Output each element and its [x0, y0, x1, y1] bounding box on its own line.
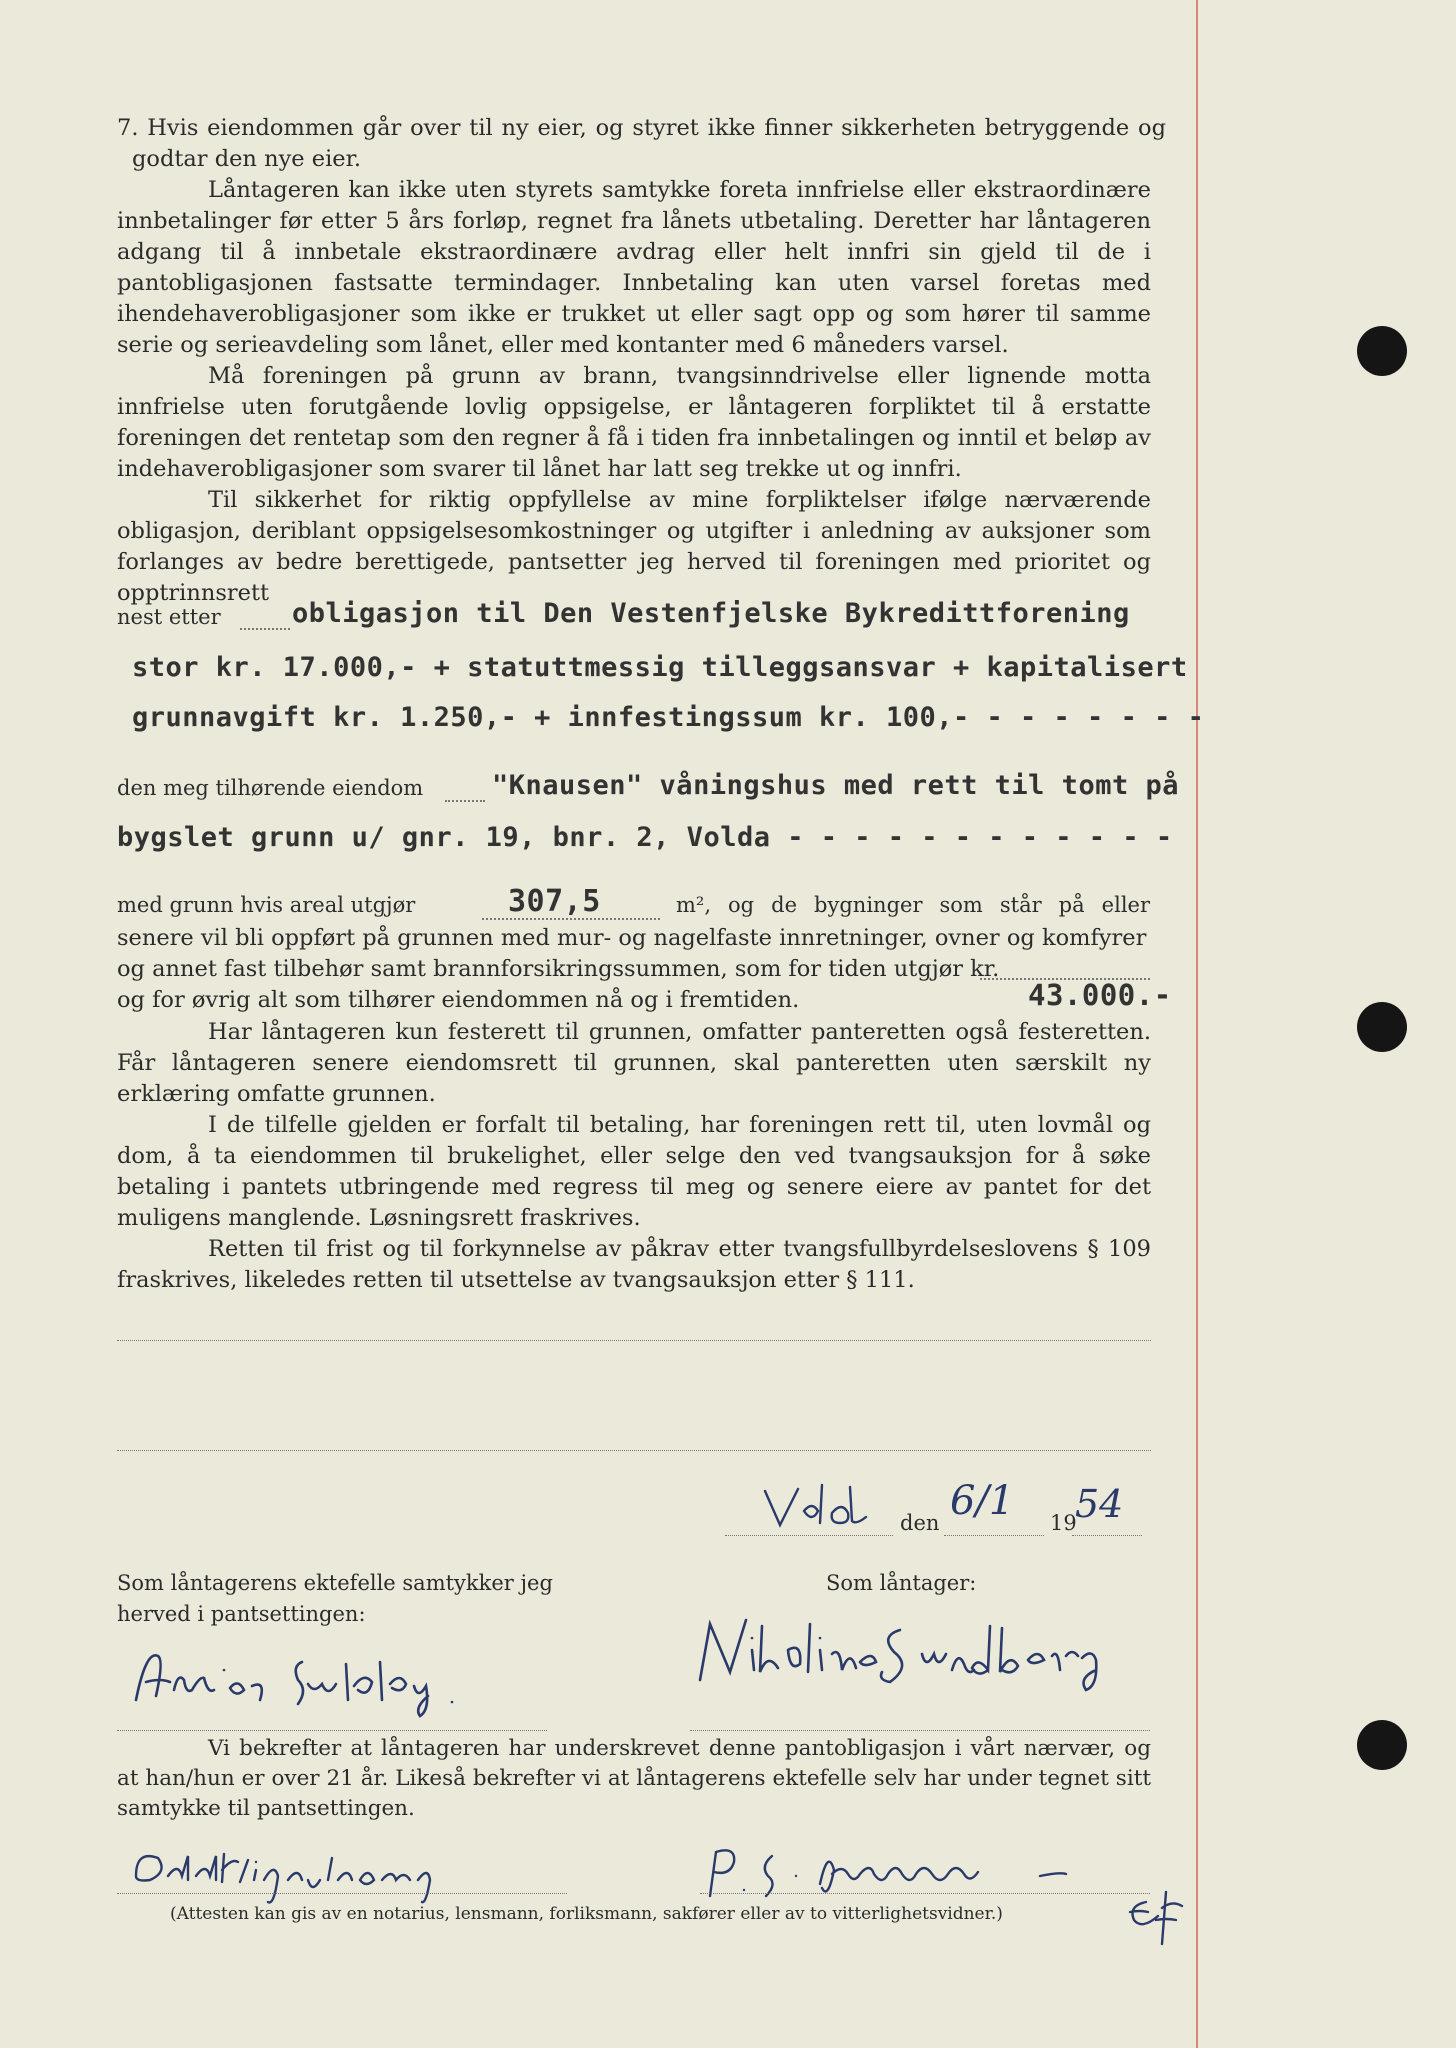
signature-line	[690, 1730, 1150, 1731]
clause-frist: Retten til frist og til forkynnelse av påkrav etter tvangsfullbyrdelseslovens § 109 fraskrives, likeledes retten til utsettelse av tvangsauksjon etter § 111.	[117, 1236, 1151, 1293]
spouse-consent-line-2: herved i pantsettingen:	[117, 1602, 366, 1626]
signature-line	[700, 1893, 1150, 1894]
borrower-label: Som låntager:	[826, 1571, 977, 1595]
clause-forfalt: I de tilfelle gjelden er forfalt til betaling, har foreningen rett til, uten lovmål og dom, å ta eiendommen til brukelighet, eller selge den ved tvangsauksjon for å søke betaling i pantets utbringende med regress til meg og senere eiere av pantet for det muligens manglende. Løsningsrett fraskrives.	[117, 1112, 1151, 1231]
fill-line	[240, 628, 290, 630]
initials-handwritten	[1126, 1888, 1196, 1952]
attestation-note: (Attesten kan gis av en notarius, lensmann, forliksmann, sakfører eller av to vitterlighetsvidner.)	[170, 1904, 1003, 1924]
line-fremtiden: og for øvrig alt som tilhører eiendommen nå og i fremtiden.	[117, 987, 800, 1013]
line-mur: senere vil bli oppført på grunnen med mur- og nagelfaste innretninger, ovner og komfyrer	[117, 925, 1147, 951]
date-fill-line	[1072, 1535, 1142, 1536]
priority-line-2: stor kr. 17.000,- + statuttmessig tilleggsansvar + kapitalisert	[132, 652, 1188, 683]
areal-prefix: med grunn hvis areal utgjør	[117, 893, 416, 917]
clause-innbetaling: Låntageren kan ikke uten styrets samtykke foreta innfrielse eller ekstraordinære innbetalinger før etter 5 års forløp, regnet fra lånets utbetaling. Deretter har låntageren adgang til å innbetale ekstraordinære avdrag eller helt innfri sin gjeld til de i pantobligasjonen fastsatte termindager. Innbetaling kan uten varsel foretas med ihendehaverobligasjoner som ikke er trukket ut eller sagt opp og som hører til samme serie og serieavdeling som lånet, eller med kontanter med 6 måneders varsel.	[117, 177, 1151, 358]
witness-2-signature	[700, 1836, 1120, 1910]
punch-hole	[1357, 1002, 1407, 1052]
clause-brann: Må foreningen på grunn av brann, tvangsinndrivelse eller lignende motta innfrielse uten forutgående lovlig oppsigelse, er låntageren forpliktet til å erstatte foreningen det rentetap som den regner å få i tiden fra innbetalingen og inntil et beløp av indehaverobligasjoner som svarer til lånet har latt seg trekke ut og innfri.	[117, 363, 1151, 482]
eiendom-label: den meg tilhørende eiendom	[117, 776, 424, 800]
date-day-month: 6/1	[950, 1478, 1015, 1524]
fill-line	[445, 800, 485, 802]
spouse-signature	[132, 1640, 552, 1724]
date-place-handwritten	[760, 1483, 870, 1537]
date-den-label: den	[900, 1511, 940, 1535]
spouse-consent-line-1: Som låntagerens ektefelle samtykker jeg	[117, 1571, 553, 1595]
witness-statement: Vi bekrefter at låntageren har underskrevet denne pantobligasjon i vårt nærvær, og at han/hun er over 21 år. Likeså bekrefter vi at låntagerens ektefelle selv har under tegnet sitt samtykke til pantsettingen.	[117, 1736, 1151, 1821]
red-margin-line	[1196, 0, 1198, 2048]
clause-festerett: Har låntageren kun festerett til grunnen, omfatter panteretten også festeretten. Får låntageren senere eiendomsrett til grunnen, skal panteretten uten særskilt ny erklæring omfatte grunnen.	[117, 1019, 1151, 1107]
eiendom-line-1: "Knausen" våningshus med rett til tomt på	[492, 770, 1179, 801]
priority-line-1: obligasjon til Den Vestenfjelske Bykredittforening	[292, 598, 1130, 629]
witness-1-signature	[132, 1836, 552, 1910]
punch-hole	[1357, 326, 1407, 376]
areal-value: 307,5	[508, 884, 601, 919]
date-fill-line	[725, 1535, 893, 1536]
clause-7: 7. Hvis eiendommen går over til ny eier, og styret ikke finner sikkerheten betryggende og godtar den nye eier.	[117, 115, 1166, 172]
clause-sikkerhet: Til sikkerhet for riktig oppfyllelse av mine forpliktelser ifølge nærværende obligasjon, deriblant oppsigelsesomkostninger og utgifter i anledning av auksjoner som forlanges av bedre berettigede, pantsetter jeg herved til foreningen med prioritet og opptrinnsrett	[117, 487, 1151, 606]
nest-etter-label: nest etter	[117, 605, 221, 629]
date-fill-line	[944, 1535, 1044, 1536]
priority-line-3: grunnavgift kr. 1.250,- + innfestingssum kr. 100,- - - - - - - -	[132, 702, 1205, 733]
date-year-prefix: 19	[1050, 1511, 1077, 1535]
areal-suffix: m², og de bygninger som står på eller	[676, 893, 1150, 917]
eiendom-line-2: bygslet grunn u/ gnr. 19, bnr. 2, Volda - - - - - - - - - - - -	[117, 822, 1173, 853]
line-brannforsikring: og annet fast tilbehør samt brannforsikringssummen, som for tiden utgjør kr.	[117, 956, 1000, 982]
signature-line	[117, 1893, 567, 1894]
signature-line	[117, 1730, 547, 1731]
borrower-signature	[690, 1610, 1190, 1704]
date-year-suffix: 54	[1075, 1482, 1124, 1526]
brann-sum: 43.000.-	[1028, 978, 1172, 1012]
punch-hole	[1357, 1720, 1407, 1770]
blank-line	[117, 1450, 1151, 1451]
blank-line	[117, 1340, 1151, 1341]
